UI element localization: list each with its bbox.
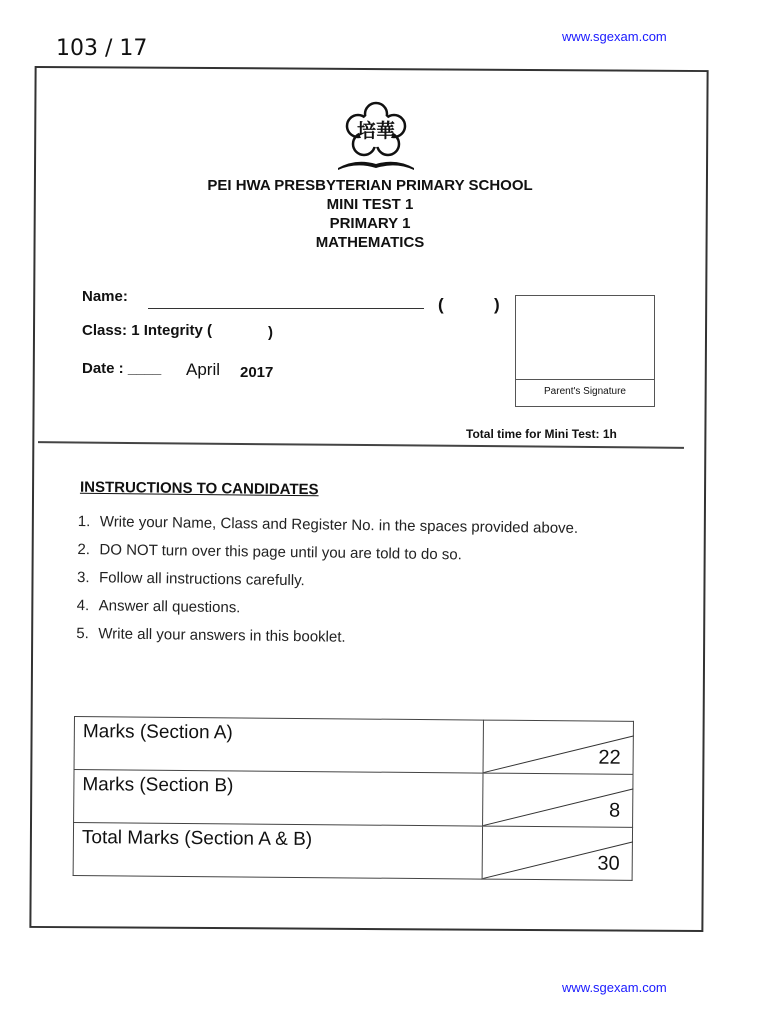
site-url-top[interactable]: www.sgexam.com — [562, 29, 667, 44]
marks-cell[interactable] — [482, 826, 633, 880]
page-reference: 103 / 17 — [56, 36, 148, 61]
instruction-item: 4. Answer all questions. — [76, 596, 241, 617]
name-field[interactable] — [148, 308, 424, 309]
parent-signature-box[interactable] — [515, 295, 655, 407]
register-close: ) — [494, 295, 500, 314]
marks-label: Marks (Section B) — [74, 770, 483, 827]
marks-label: Marks (Section A) — [74, 717, 483, 774]
marks-total: 30 — [597, 852, 620, 875]
marks-total: 22 — [598, 746, 621, 769]
site-url-bottom[interactable]: www.sgexam.com — [562, 980, 667, 995]
marks-table — [73, 716, 634, 883]
parent-signature-label: Parent's Signature — [544, 386, 626, 397]
date-label: Date : ____ — [82, 360, 162, 377]
instruction-item: 5. Write all your answers in this booklet. — [76, 624, 346, 646]
school-logo — [336, 100, 416, 177]
total-time: Total time for Mini Test: 1h — [466, 427, 617, 441]
logo-text: 培華 — [356, 120, 396, 142]
register-open: ( — [438, 295, 444, 314]
name-label: Name: — [82, 288, 128, 305]
table-row — [74, 770, 633, 828]
table-row — [73, 823, 632, 881]
title-block — [160, 176, 580, 252]
class-close: ) — [268, 324, 273, 341]
table-row — [74, 717, 633, 775]
level-name: PRIMARY 1 — [329, 215, 411, 232]
instruction-item: 1. Write your Name, Class and Register No. in the spaces provided above. — [77, 512, 579, 537]
marks-cell[interactable] — [483, 720, 634, 774]
instruction-item: 3. Follow all instructions carefully. — [76, 568, 305, 590]
marks-cell[interactable] — [482, 773, 633, 827]
date-month: April — [186, 360, 221, 379]
subject-name: MATHEMATICS — [315, 234, 425, 251]
marks-total: 8 — [608, 799, 621, 822]
test-name: MINI TEST 1 — [326, 196, 414, 213]
instructions-list — [76, 512, 618, 660]
instruction-item: 2. DO NOT turn over this page until you are told to do so. — [77, 540, 462, 564]
school-name: PEI HWA PRESBYTERIAN PRIMARY SCHOOL — [207, 177, 533, 194]
date-year: 2017 — [240, 364, 274, 381]
class-label: Class: 1 Integrity ( — [82, 322, 213, 339]
marks-label: Total Marks (Section A & B) — [73, 823, 482, 880]
instructions-heading: INSTRUCTIONS TO CANDIDATES — [79, 478, 319, 499]
